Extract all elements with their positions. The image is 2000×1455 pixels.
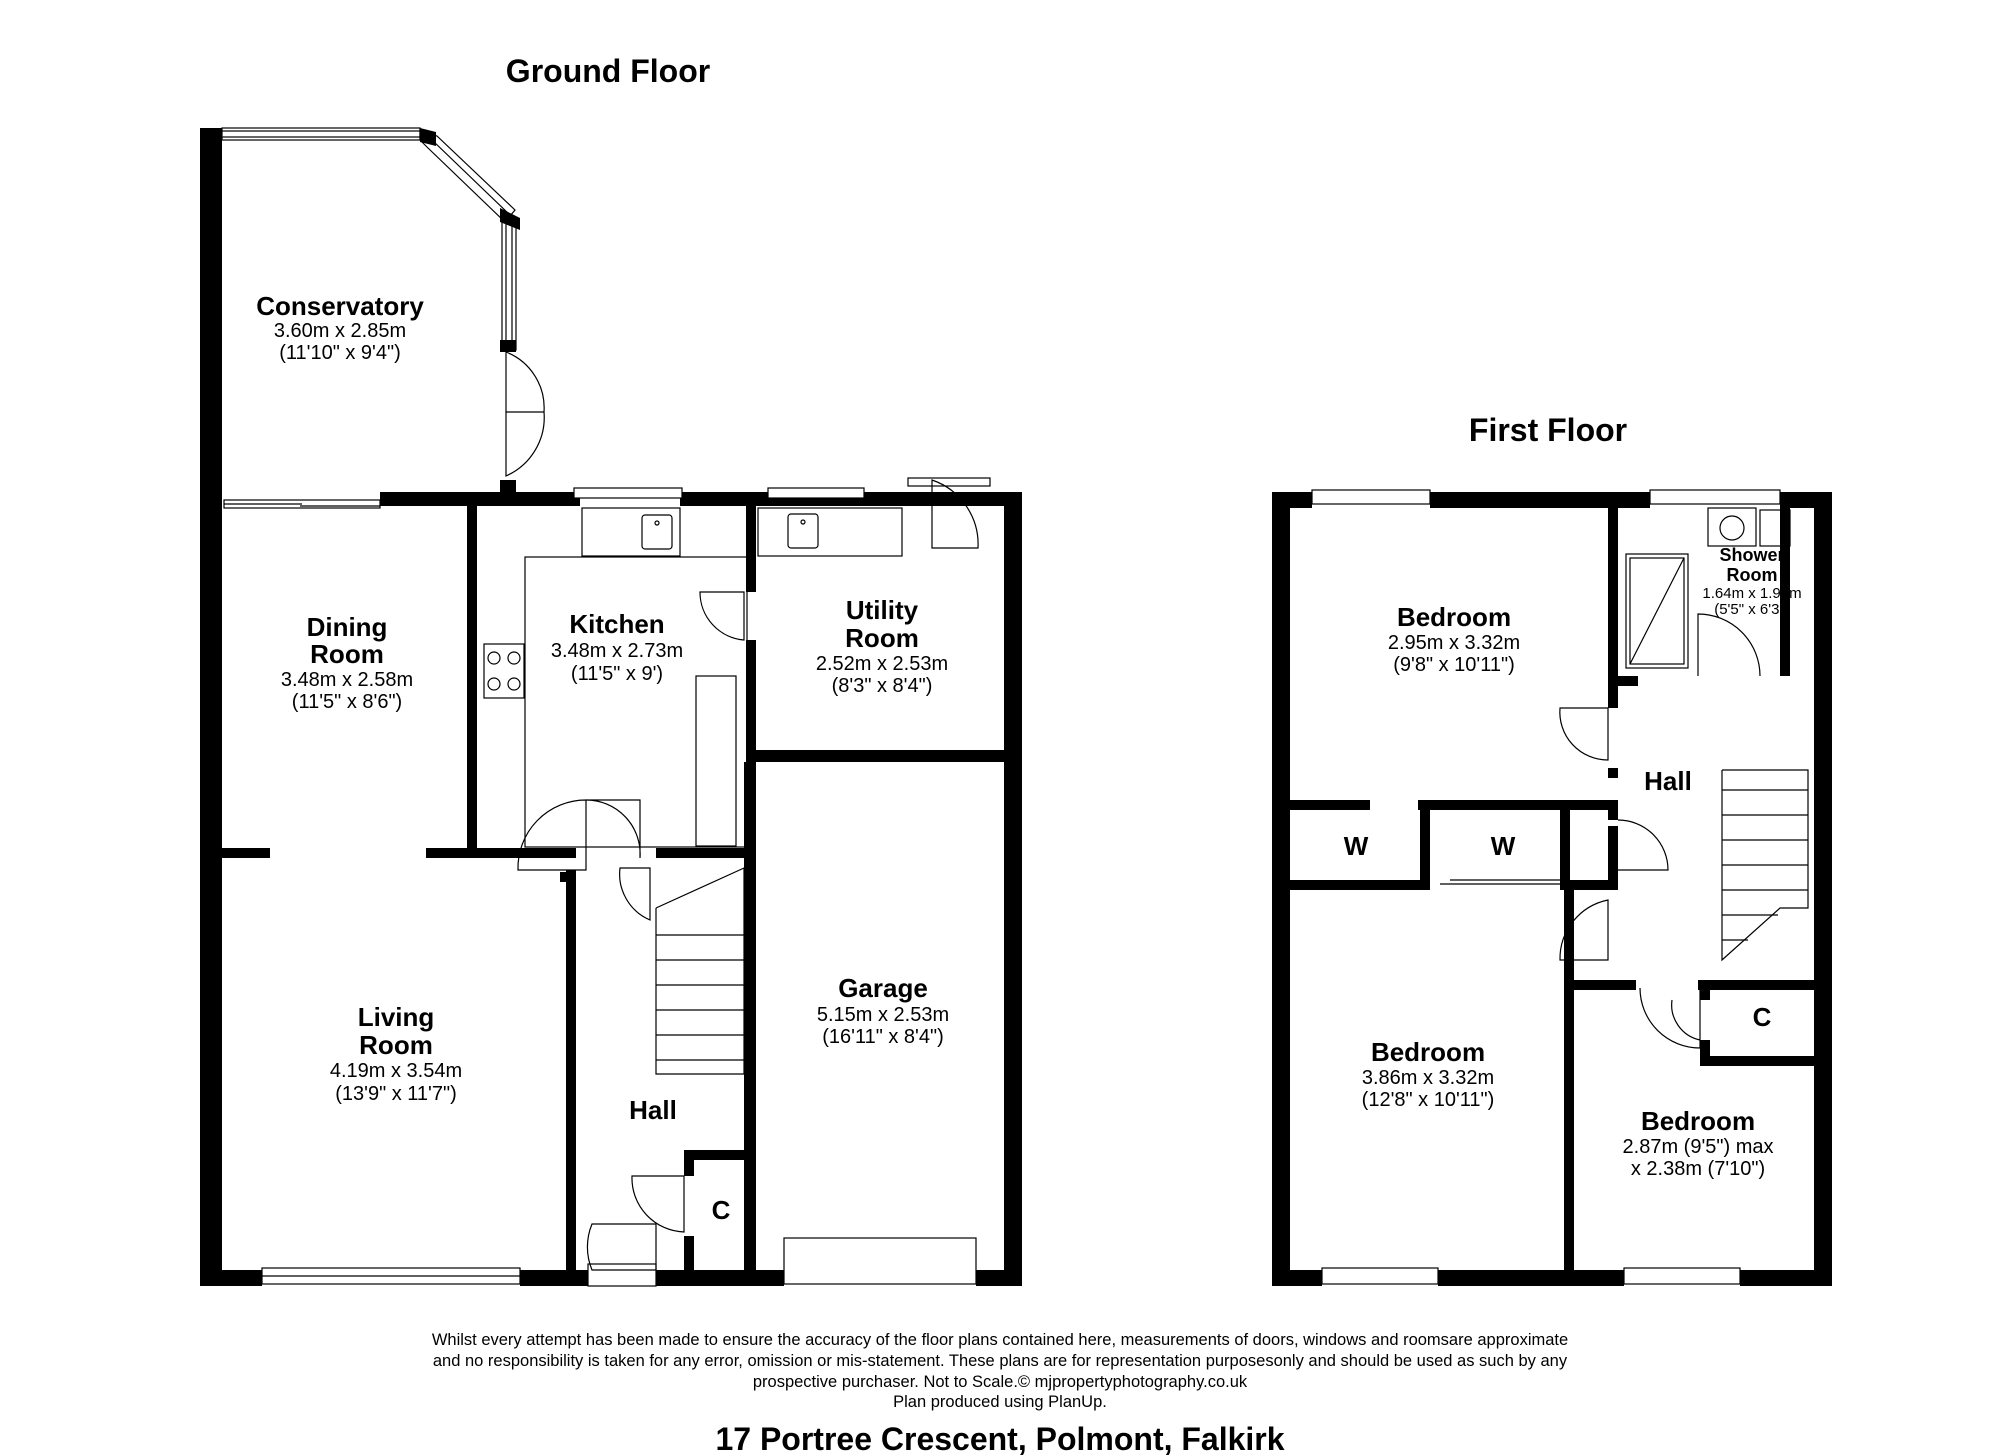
first-hall-label: Hall	[1644, 766, 1692, 796]
svg-text:(9'8" x 10'11"): (9'8" x 10'11")	[1393, 654, 1515, 676]
svg-text:x 2.38m (7'10"): x 2.38m (7'10")	[1630, 1158, 1766, 1180]
ground-hall-label: Hall	[629, 1095, 677, 1125]
svg-text:1.64m x 1.91m: 1.64m x 1.91m	[1702, 585, 1802, 602]
dining-room-label	[281, 612, 413, 713]
first-floor-title: First Floor	[1468, 412, 1628, 448]
svg-text:(11'5" x 9'): (11'5" x 9')	[570, 663, 664, 685]
disclaimer	[432, 1331, 1568, 1411]
svg-text:(11'5" x 8'6"): (11'5" x 8'6")	[291, 691, 403, 713]
bedroom-3-label	[1623, 1106, 1774, 1180]
svg-text:prospective purchaser. Not to: prospective purchaser. Not to Scale.© mjpropertyphotography.co.uk	[752, 1373, 1248, 1391]
kitchen-label	[551, 609, 683, 685]
svg-text:5.15m x 2.53m: 5.15m x 2.53m	[816, 1004, 950, 1026]
svg-text:Conservatory: Conservatory	[256, 291, 424, 321]
svg-text:Room: Room	[1726, 565, 1778, 585]
wardrobe-1-label: W	[1343, 831, 1369, 861]
svg-text:3.48m x 2.73m: 3.48m x 2.73m	[550, 640, 684, 662]
bedroom-1-label	[1388, 602, 1520, 676]
svg-text:Room: Room	[310, 639, 384, 669]
svg-text:Room: Room	[845, 623, 919, 653]
ground-floor-stairs	[656, 868, 744, 1074]
ground-cupboard-label: C	[711, 1195, 731, 1225]
svg-text:Bedroom: Bedroom	[1640, 1106, 1756, 1136]
svg-text:Bedroom: Bedroom	[1370, 1037, 1486, 1067]
svg-text:4.19m x 3.54m: 4.19m x 3.54m	[329, 1060, 463, 1082]
bedroom-2-label	[1362, 1037, 1495, 1111]
svg-text:3.60m x 2.85m: 3.60m x 2.85m	[273, 320, 407, 342]
conservatory-label	[256, 291, 424, 364]
svg-text:and no responsibility is taken: and no responsibility is taken for any error, omission or mis-statement. These plans are for representation purposesonly and should be used as such by any	[432, 1352, 1568, 1370]
svg-text:2.87m (9'5") max: 2.87m (9'5") max	[1622, 1136, 1774, 1158]
svg-text:Living: Living	[357, 1002, 435, 1032]
ground-floor-title: Ground Floor	[505, 53, 711, 89]
svg-text:Shower: Shower	[1719, 545, 1785, 565]
svg-text:2.52m x 2.53m: 2.52m x 2.53m	[815, 653, 949, 675]
svg-text:Kitchen: Kitchen	[569, 609, 665, 639]
svg-text:2.95m x 3.32m: 2.95m x 3.32m	[1387, 632, 1521, 654]
svg-text:Room: Room	[359, 1030, 433, 1060]
svg-text:Dining: Dining	[306, 612, 388, 642]
svg-text:(12'8" x 10'11"): (12'8" x 10'11")	[1361, 1089, 1495, 1111]
svg-text:Bedroom: Bedroom	[1396, 602, 1512, 632]
svg-text:(16'11" x 8'4"): (16'11" x 8'4")	[822, 1026, 944, 1048]
utility-room-label	[816, 595, 948, 697]
svg-text:(11'10" x 9'4"): (11'10" x 9'4")	[279, 342, 401, 364]
svg-text:(5'5" x 6'3"): (5'5" x 6'3")	[1714, 601, 1790, 618]
svg-text:Garage: Garage	[838, 973, 928, 1003]
living-room-label	[330, 1002, 462, 1105]
property-address: 17 Portree Crescent, Polmont, Falkirk	[715, 1421, 1285, 1455]
svg-text:(8'3" x 8'4"): (8'3" x 8'4")	[831, 675, 933, 697]
svg-text:Whilst every attempt has been: Whilst every attempt has been made to ensure the accuracy of the floor plans contained here, measurements of doors, windows and roomsare approximate	[431, 1331, 1569, 1349]
svg-text:3.48m x 2.58m: 3.48m x 2.58m	[280, 669, 414, 691]
svg-text:Utility: Utility	[845, 595, 919, 625]
first-cupboard-label: C	[1752, 1002, 1772, 1032]
svg-text:(13'9" x 11'7"): (13'9" x 11'7")	[335, 1083, 457, 1105]
first-floor-stairs	[1722, 770, 1808, 960]
svg-text:Plan produced using PlanUp.: Plan produced using PlanUp.	[893, 1393, 1107, 1411]
wardrobe-2-label: W	[1490, 831, 1516, 861]
garage-label	[817, 973, 949, 1048]
svg-text:3.86m x 3.32m: 3.86m x 3.32m	[1361, 1067, 1495, 1089]
